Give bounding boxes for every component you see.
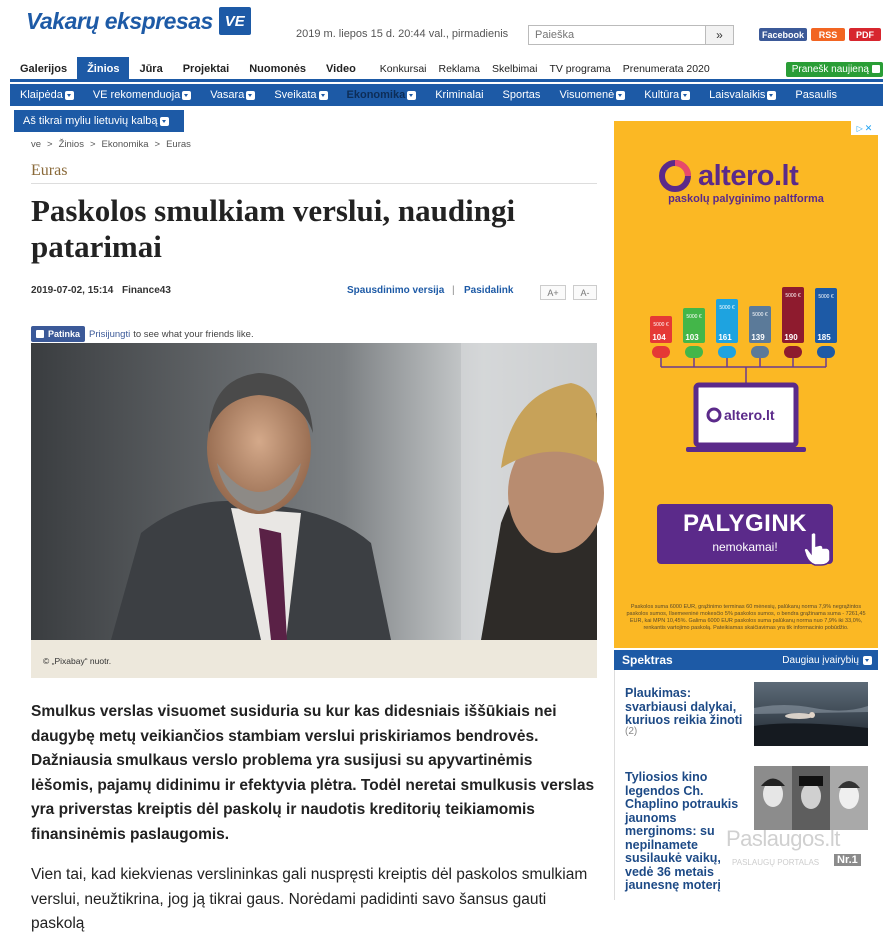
- spektras-more[interactable]: [782, 655, 872, 666]
- report-icon: [872, 65, 880, 73]
- cat-sportas[interactable]: [493, 84, 550, 106]
- topnav-skelbimai[interactable]: Skelbimai: [491, 62, 538, 75]
- cat-ekonomika[interactable]: [337, 84, 426, 106]
- fb-like-label: Patinka: [48, 329, 81, 339]
- facebook-button[interactable]: Facebook: [759, 28, 807, 41]
- cat-label: Visuomenė: [559, 89, 615, 101]
- site-logo[interactable]: [26, 6, 251, 36]
- dropdown-icon[interactable]: [681, 91, 690, 100]
- cat-klaipeda[interactable]: [10, 84, 83, 106]
- cat-vasara[interactable]: [200, 84, 264, 106]
- logo-text: Vakarų ekspresas: [26, 7, 213, 34]
- article-author: Finance43: [122, 285, 171, 296]
- article-photo: [31, 343, 597, 640]
- cat-sveikata[interactable]: [264, 84, 336, 106]
- spektras-more-label: Daugiau įvairybių: [782, 654, 859, 666]
- altero-advertisement[interactable]: [614, 121, 878, 648]
- watermark-badge: Nr.1: [834, 854, 861, 866]
- print-link[interactable]: Spausdinimo versija: [347, 285, 445, 296]
- topnav-projektai[interactable]: Projektai: [182, 62, 230, 75]
- laptop-brand-text: altero.lt: [724, 407, 775, 423]
- adchoice-play-icon: ▷: [856, 123, 863, 133]
- cat-laisvalaikis[interactable]: [699, 84, 785, 106]
- logo-badge: VE: [219, 7, 251, 35]
- article-lead: Smulkus verslas visuomet susiduria su kur kas didesniais iššūkiais nei daugybę metų veikiančios stambiam verslui priskiriamos bendrovės. Dažniausia smulkaus verslo problema yra susijusi su apyvartinėmis lėšomis, pajamų didinimu ir efektyvia plėtra. Todėl neretai smulkusis verslas yra priverstas kreiptis dėl paskolų ir naudotis kreditorių teikiamomis finansinėmis paslaugomis.: [31, 703, 595, 843]
- cat-label: Ekonomika: [346, 89, 406, 101]
- adchoices-icon[interactable]: [851, 121, 878, 135]
- chaplin-photos-image: [754, 766, 868, 830]
- loan-bar-cost: 190: [784, 333, 798, 342]
- current-date: 2019 m. liepos 15 d. 20:44 val., pirmadienis: [296, 28, 509, 40]
- photo-image: [31, 343, 597, 640]
- font-decrease-button[interactable]: A-: [573, 285, 597, 300]
- dropdown-icon[interactable]: [407, 91, 416, 100]
- spektras-title[interactable]: Spektras: [622, 653, 673, 667]
- connector-line: [661, 367, 826, 383]
- breadcrumb-separator: >: [89, 139, 96, 150]
- cat-ve-rekomenduoja[interactable]: [83, 84, 200, 106]
- topnav-zinios[interactable]: Žinios: [77, 57, 129, 81]
- breadcrumb: [31, 139, 191, 150]
- cat-kultura[interactable]: [634, 84, 699, 106]
- dropdown-icon[interactable]: [767, 91, 776, 100]
- search-input[interactable]: [529, 26, 705, 44]
- loan-bar-cost: 161: [718, 333, 732, 342]
- meta-separator: |: [452, 285, 455, 296]
- topnav-prenumerata[interactable]: Prenumerata 2020: [622, 62, 710, 75]
- breadcrumb-item[interactable]: ve: [31, 139, 42, 150]
- article-body: Vien tai, kad kiekvienas verslininkas gali nuspręsti kreiptis dėl paskolos smulkiam verslui, neužtikrina, jog ją tikrai gaus. Norėdami padidinti savo šansus gauti paskolą: [31, 866, 588, 932]
- thumbs-up-icon: [36, 330, 44, 338]
- cat-pasaulis[interactable]: [785, 84, 846, 106]
- dropdown-icon[interactable]: [319, 91, 328, 100]
- site-header: [0, 0, 893, 58]
- fb-login-link[interactable]: Prisijungti: [89, 328, 131, 340]
- cat-label: Aš tikrai myliu lietuvių kalbą: [23, 115, 158, 127]
- breadcrumb-separator: >: [154, 139, 161, 150]
- comment-count: (2): [625, 726, 638, 737]
- topnav-tv-programa[interactable]: TV programa: [549, 62, 611, 75]
- dropdown-icon[interactable]: [246, 91, 255, 100]
- bank-icon: [817, 346, 835, 358]
- dropdown-icon[interactable]: [616, 91, 625, 100]
- cat-visuomene[interactable]: [549, 84, 634, 106]
- article-date: 2019-07-02, 15:14: [31, 285, 114, 296]
- topnav-jura[interactable]: Jūra: [139, 62, 163, 75]
- spektras-header: [614, 650, 878, 670]
- rubric-label[interactable]: Euras: [31, 162, 68, 179]
- share-link[interactable]: Pasidalink: [464, 285, 514, 296]
- top-nav: [10, 58, 883, 82]
- bank-icon: [652, 346, 670, 358]
- topnav-galerijos[interactable]: Galerijos: [20, 62, 68, 75]
- loan-bar-cost: 185: [817, 333, 831, 342]
- cat-label: Vasara: [210, 89, 245, 101]
- laptop-base: [686, 447, 806, 452]
- topnav-reklama[interactable]: Reklama: [438, 62, 480, 75]
- cat-label: Sveikata: [274, 89, 317, 101]
- bank-icon: [784, 346, 802, 358]
- photo-caption-bar: [31, 640, 597, 678]
- dropdown-icon[interactable]: [65, 91, 74, 100]
- loan-bar-amount: 5000 €: [719, 305, 735, 311]
- cta-sub-label: nemokamai!: [712, 540, 778, 554]
- search-form: [528, 25, 734, 45]
- cat-kriminalai[interactable]: [425, 84, 492, 106]
- topnav-nuomones[interactable]: Nuomonės: [249, 62, 307, 75]
- facebook-like-row: [31, 326, 254, 342]
- bank-icon: [718, 346, 736, 358]
- cat-label: Laisvalaikis: [709, 89, 766, 101]
- rubric-bar: [31, 162, 597, 184]
- fb-like-button[interactable]: [31, 326, 85, 342]
- bank-icon: [685, 346, 703, 358]
- loan-bar-amount: 5000 €: [653, 322, 669, 328]
- loan-bar-amount: 5000 €: [686, 314, 702, 320]
- compare-cta-button[interactable]: [657, 504, 833, 564]
- cat-lietuviu-kalba[interactable]: [14, 110, 184, 132]
- spektras-item-title[interactable]: Plaukimas: svarbiausi dalykai, kuriuos reikia žinoti: [625, 686, 743, 727]
- ad-fine-print: Paskolos suma 6000 EUR, grąžinimo terminas 60 mėnesių, palūkanų norma 7,9% negrąžintos paskolos sumos, Ilsemeeninė mokesčio 5% paskolos sumos, o bendra grąžinama suma - 7261,45 EUR, kai MPN 10,45%. Galima 6000 EUR paskolos suma palūkanų norma nuo 7,9% iki 33,0%, renkantis vartojimo paskolą. Pateikiamas skaičiavimas yra tik informacinio pobūdžio.: [626, 604, 866, 631]
- dropdown-icon[interactable]: [182, 91, 191, 100]
- topnav-konkursai[interactable]: Konkursai: [379, 62, 427, 75]
- bank-icon: [751, 346, 769, 358]
- category-nav: [10, 84, 883, 106]
- ad-brand: [658, 159, 798, 193]
- ad-brand-text: altero.lt: [698, 159, 799, 192]
- spektras-item-title[interactable]: Tyliosios kino legendos Ch. Chaplino potraukis jaunoms merginoms: su nepilnamete susilaukė vaikų, vedė 36 metais jaunesnę moterį: [625, 770, 739, 892]
- loan-bar-cost: 104: [652, 333, 666, 342]
- paslaugos-watermark: [726, 826, 866, 876]
- article-meta: [31, 285, 597, 301]
- ad-subtitle: paskolų palyginimo paltforma: [668, 193, 824, 205]
- breadcrumb-item[interactable]: Žinios: [58, 139, 84, 150]
- ad-loan-bars: [614, 231, 878, 511]
- article-title: Paskolos smulkiam verslui, naudingi patarimai: [31, 193, 516, 264]
- report-news-label: Pranešk naujieną: [791, 64, 869, 75]
- loan-bar-amount: 5000 €: [818, 294, 834, 300]
- cat-label: VE rekomenduoja: [92, 89, 181, 101]
- dropdown-icon[interactable]: [160, 117, 169, 126]
- loan-bar-amount: 5000 €: [752, 312, 768, 318]
- spektras-item-image[interactable]: [754, 682, 868, 746]
- topnav-video[interactable]: Video: [326, 62, 356, 75]
- loan-bar-amount: 5000 €: [785, 293, 801, 299]
- loan-bar-cost: 139: [751, 333, 765, 342]
- breadcrumb-item[interactable]: Ekonomika: [101, 139, 149, 150]
- breadcrumb-separator: >: [47, 139, 53, 150]
- watermark-sub: PASLAUGŲ PORTALAS: [732, 858, 820, 867]
- pdf-button[interactable]: PDF: [849, 28, 881, 41]
- adchoice-close-icon: ✕: [864, 122, 873, 133]
- dropdown-icon: [863, 656, 872, 665]
- breadcrumb-item[interactable]: Euras: [166, 139, 191, 150]
- watermark-main: Paslaugos.lt: [726, 826, 840, 851]
- cat-label: Sportas: [502, 89, 541, 101]
- cat-label: Kultūra: [644, 89, 680, 101]
- hand-pointer-icon: [801, 530, 835, 566]
- rss-button[interactable]: RSS: [811, 28, 845, 41]
- loan-bar-cost: 103: [685, 333, 699, 342]
- report-news-button[interactable]: [786, 62, 883, 77]
- swimmer-image: [754, 682, 868, 746]
- fb-login-text: to see what your friends like.: [133, 328, 254, 340]
- search-button[interactable]: »: [705, 26, 733, 44]
- cta-main-label: PALYGINK: [682, 510, 808, 537]
- cat-label: Pasaulis: [795, 89, 837, 101]
- font-increase-button[interactable]: A+: [540, 285, 566, 300]
- cat-label: Kriminalai: [435, 89, 484, 101]
- cat-label: Klaipėda: [20, 89, 63, 101]
- photo-caption: © „Pixabay“ nuotr.: [43, 656, 112, 666]
- spektras-item-image[interactable]: [754, 766, 868, 830]
- altero-logo-icon: [658, 159, 692, 193]
